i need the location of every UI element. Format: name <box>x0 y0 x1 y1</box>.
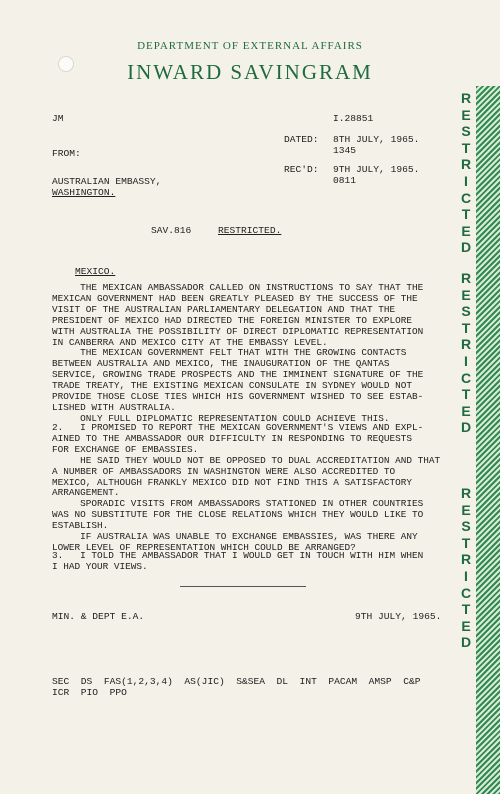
green-hatched-margin <box>476 86 500 794</box>
received-value: 9TH JULY, 1965. <box>333 164 420 175</box>
paragraph-line: TRADE TREATY, THE EXISTING MEXICAN CONSULATE IN SYDNEY WOULD NOT <box>52 380 413 392</box>
stamp-letter: T <box>461 534 471 551</box>
paragraph-line: PRESIDENT OF MEXICO HAD DIRECTED THE FOREIGN MINISTER TO EXPLORE <box>52 314 413 326</box>
stamp-letter: I <box>464 567 468 584</box>
stamp-letter: R <box>460 270 472 286</box>
paragraph-line: WITH AUSTRALIA THE POSSIBILITY OF DIRECT DIPLOMATIC REPRESENTATION <box>52 325 424 337</box>
from-label: FROM: <box>52 148 81 159</box>
stamp-letter: R <box>460 551 472 568</box>
stamp-letter: S <box>461 123 471 140</box>
reference-number: I.28851 <box>333 113 374 124</box>
stamp-letter: R <box>460 90 472 106</box>
paragraph-line: 3. I TOLD THE AMBASSADOR THAT I WOULD GET IN TOUCH WITH HIM WHEN <box>52 550 424 561</box>
paragraph-line: IN CANBERRA AND MEXICO CITY AT THE EMBASSY LEVEL. <box>52 336 328 348</box>
stamp-letter: R <box>460 156 472 173</box>
stamp-letter: E <box>461 617 471 634</box>
distribution-line-1: SEC DS FAS(1,2,3,4) AS(JIC) S&SEA DL INT PACAM AMSP C&P <box>52 676 421 687</box>
paragraph-line: FOR EXCHANGE OF EMBASSIES. <box>52 443 199 455</box>
restricted-stamp-2 <box>459 270 473 436</box>
stamp-letter: I <box>464 172 468 189</box>
sender-line-1: AUSTRALIAN EMBASSY, <box>52 176 162 187</box>
stamp-letter: S <box>461 518 471 535</box>
paragraph-2 <box>52 423 440 554</box>
stamp-letter: D <box>460 634 472 651</box>
paragraph-line: ONLY FULL DIPLOMATIC REPRESENTATION COULD ACHIEVE THIS. <box>52 412 390 424</box>
paragraph-3 <box>52 551 423 573</box>
paragraph-line: SPORADIC VISITS FROM AMBASSADORS STATIONED IN OTHER COUNTRIES <box>52 498 424 510</box>
paragraph-line: IF AUSTRALIA WAS UNABLE TO EXCHANGE EMBASSIES, WAS THERE ANY <box>52 531 418 543</box>
stamp-letter: R <box>460 336 472 353</box>
stamp-letter: E <box>461 286 471 303</box>
received-time: 0811 <box>333 175 357 186</box>
paragraph-line: WAS NO SUBSTITUTE FOR THE CLOSE RELATIONS WHICH THEY WOULD LIKE TO <box>52 509 424 521</box>
dated-label: DATED: <box>284 134 319 145</box>
initials: JM <box>52 113 64 124</box>
received-label: REC'D: <box>284 164 319 175</box>
footer-date: 9TH JULY, 1965. <box>355 611 442 622</box>
stamp-letter: T <box>461 206 471 223</box>
addressee: MIN. & DEPT E.A. <box>52 611 145 622</box>
sender-line-2: WASHINGTON. <box>52 187 116 198</box>
stamp-letter: T <box>461 319 471 336</box>
restricted-stamp-3 <box>459 485 473 651</box>
stamp-letter: T <box>461 139 471 156</box>
paragraph-line: MEXICO, ALTHOUGH FRANKLY MEXICO DID NOT FIND THIS A SATISFACTORY <box>52 476 413 488</box>
paragraph-line: AINED TO THE AMBASSADOR OUR DIFFICULTY IN RESPONDING TO REQUESTS <box>52 432 413 444</box>
paragraph-line: MEXICAN GOVERNMENT HAD BEEN GREATLY PLEASED BY THE SUCCESS OF THE <box>52 292 418 304</box>
classification: RESTRICTED. <box>218 225 282 236</box>
stamp-letter: I <box>464 352 468 369</box>
paragraph-line: A NUMBER OF AMBASSADORS IN WASHINGTON WERE ALSO ACCREDITED TO <box>52 465 396 477</box>
stamp-letter: E <box>461 402 471 419</box>
stamp-letter: S <box>461 303 471 320</box>
stamp-letter: E <box>461 106 471 123</box>
dated-time: 1345 <box>333 145 357 156</box>
paragraph-line: 2. I PROMISED TO REPORT THE MEXICAN GOVERNMENT'S VIEWS AND EXPL- <box>52 422 424 433</box>
distribution-line-2: ICR PIO PPO <box>52 687 127 698</box>
paragraph-line: VISIT OF THE AUSTRALIAN PARLIAMENTARY DELEGATION AND THAT THE <box>52 303 396 315</box>
stamp-letter: D <box>460 419 472 436</box>
department-name: DEPARTMENT OF EXTERNAL AFFAIRS <box>137 40 363 52</box>
stamp-letter: E <box>461 501 471 518</box>
paragraph-1 <box>52 283 423 425</box>
paragraph-line: LISHED WITH AUSTRALIA. <box>52 401 176 413</box>
subject: MEXICO. <box>75 266 116 277</box>
paragraph-line: LOWER LEVEL OF REPRESENTATION WHICH COULD BE ARRANGED? <box>52 541 356 553</box>
restricted-stamp-1 <box>459 90 473 256</box>
paragraph-line: THE MEXICAN AMBASSADOR CALLED ON INSTRUCTIONS TO SAY THAT THE <box>52 282 424 293</box>
stamp-letter: T <box>461 386 471 403</box>
dated-value: 8TH JULY, 1965. <box>333 134 420 145</box>
paragraph-line: SERVICE, GROWING TRADE PROSPECTS AND THE IMMINENT SIGNATURE OF THE <box>52 369 424 381</box>
stamp-letter: E <box>461 222 471 239</box>
document-title: INWARD SAVINGRAM <box>127 60 373 84</box>
paragraph-line: ESTABLISH. <box>52 520 109 532</box>
stamp-letter: T <box>461 601 471 618</box>
paragraph-line: HE SAID THEY WOULD NOT BE OPPOSED TO DUAL ACCREDITATION AND THAT <box>52 454 441 466</box>
paragraph-line: I HAD YOUR VIEWS. <box>52 560 148 572</box>
stamp-letter: C <box>460 369 472 386</box>
paragraph-line: THE MEXICAN GOVERNMENT FELT THAT WITH THE GROWING CONTACTS <box>52 347 407 359</box>
stamp-letter: D <box>460 239 472 256</box>
savingram-number: SAV.816 <box>151 225 192 236</box>
stamp-letter: C <box>460 584 472 601</box>
paragraph-line: PROVIDE THOSE CLOSE TIES WHICH HIS GOVERNMENT WISHED TO SEE ESTAB- <box>52 391 424 403</box>
paragraph-line: ARRANGEMENT. <box>52 487 120 499</box>
separator-rule <box>180 586 306 587</box>
paragraph-line: BETWEEN AUSTRALIA AND MEXICO, THE INAUGURATION OF THE QANTAS <box>52 358 390 370</box>
stamp-letter: C <box>460 189 472 206</box>
stamp-letter: R <box>460 485 472 501</box>
